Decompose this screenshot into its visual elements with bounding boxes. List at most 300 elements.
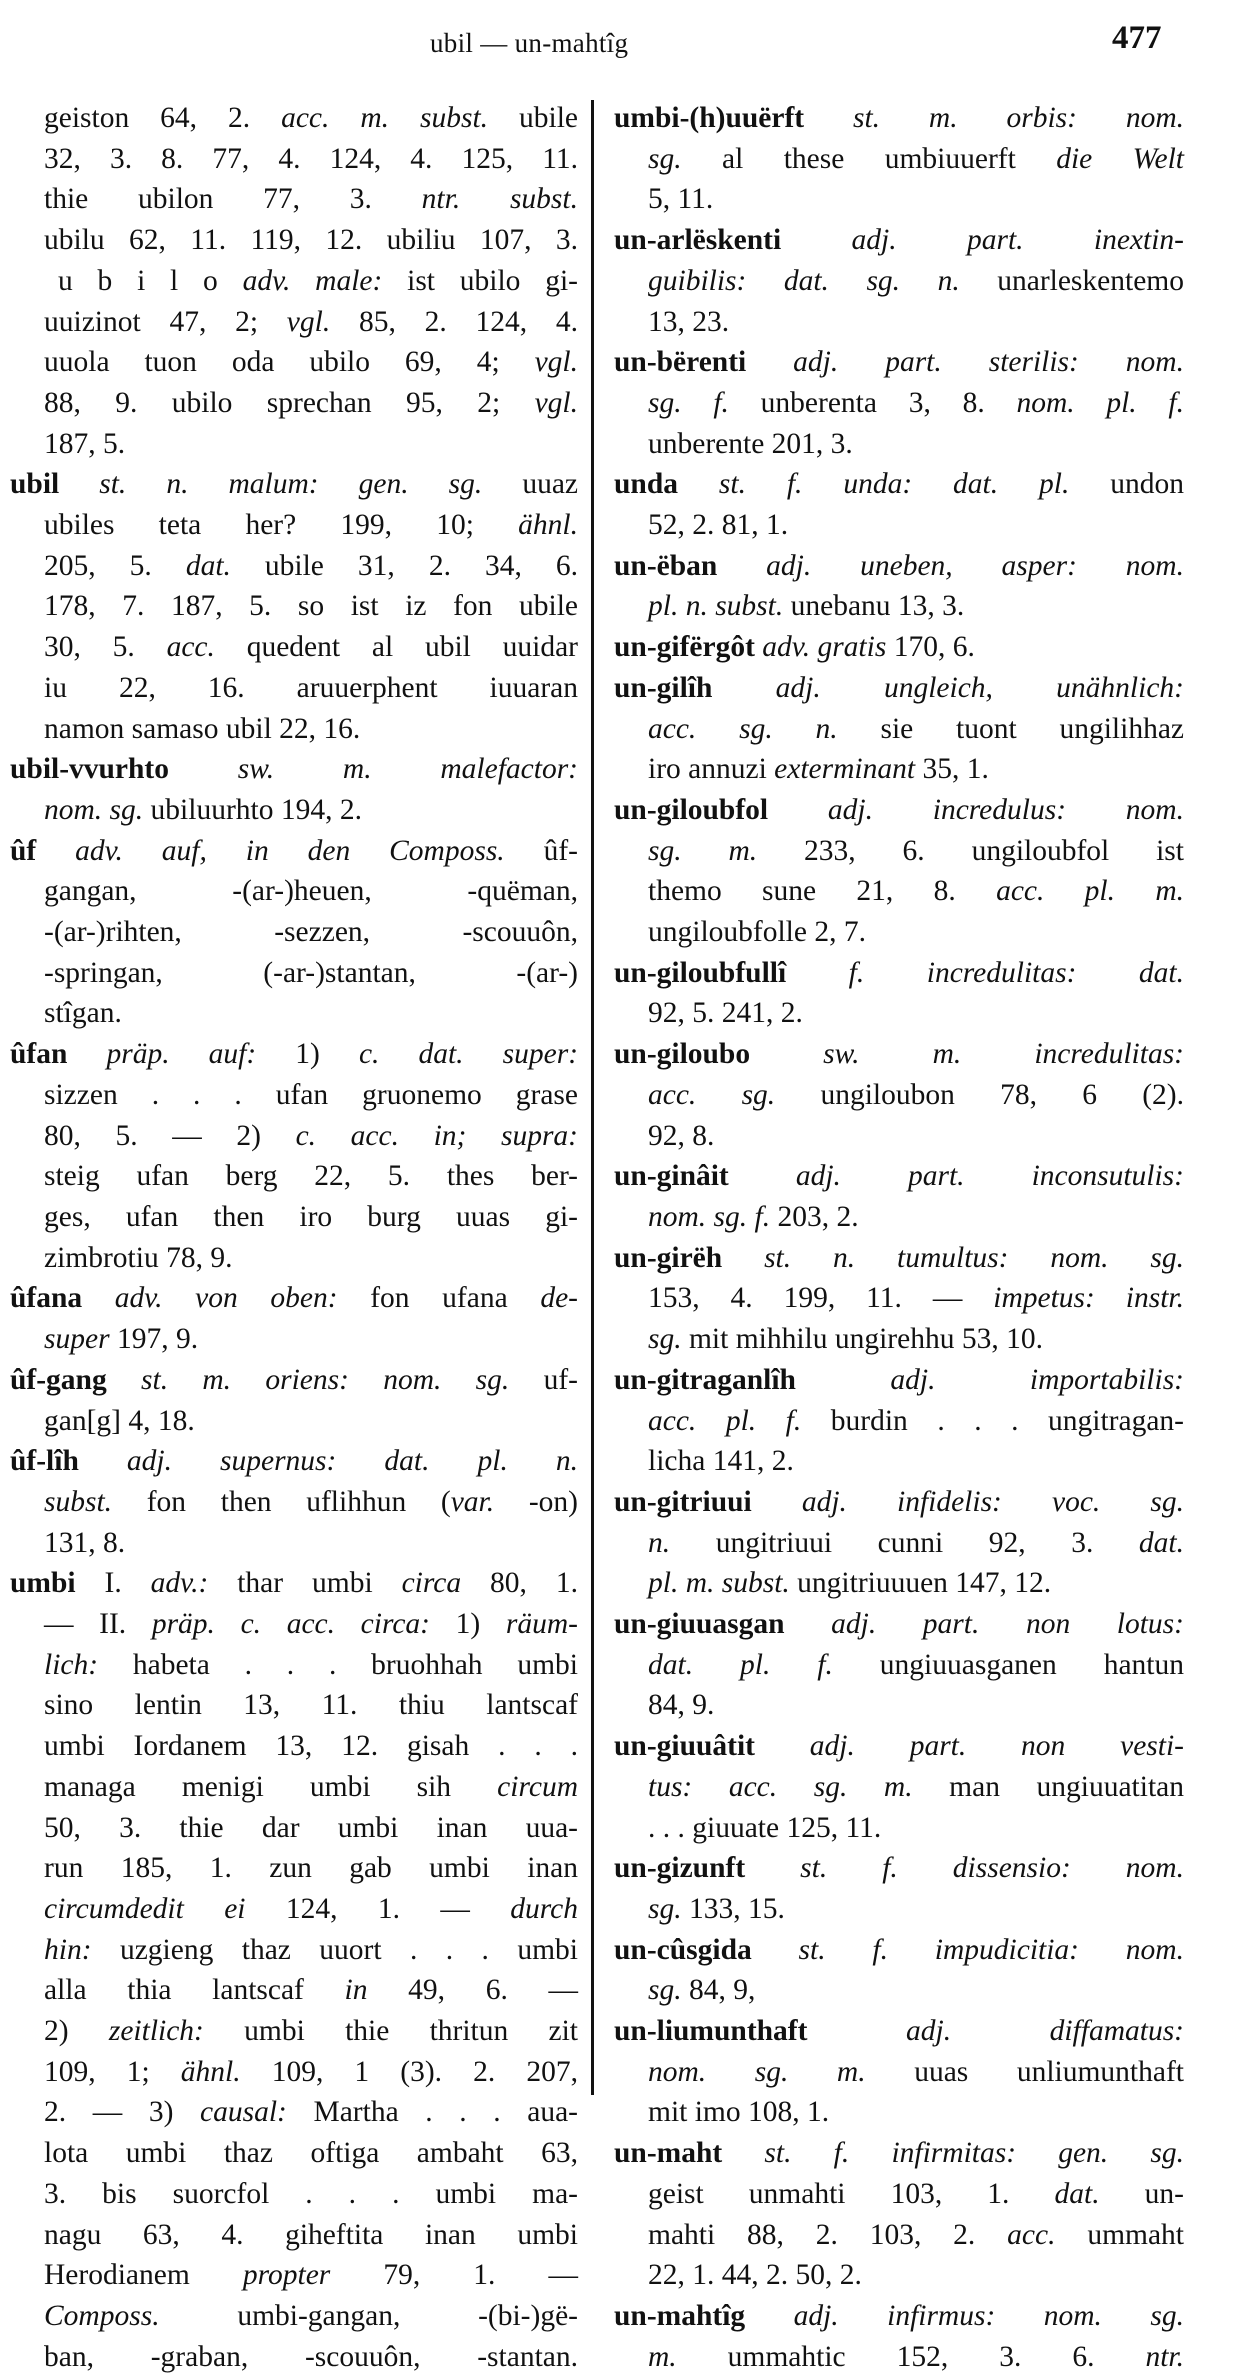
entry-line xyxy=(614,1075,1184,1116)
entry-line xyxy=(614,1685,1184,1726)
grammar-note: sw. m. incredulitas: xyxy=(750,1038,1184,1071)
headword: umbi-(h)uuërft xyxy=(614,102,805,134)
entry-line xyxy=(614,2092,1184,2133)
citation-text: stîgan. xyxy=(44,997,122,1030)
page-header xyxy=(0,20,1244,70)
grammar-note: zeitlich: xyxy=(108,2015,204,2048)
right-column xyxy=(614,98,1184,2377)
citation-text: ubiles teta her? 199, 10; xyxy=(44,509,519,542)
grammar-note: adj. part. non lotus: xyxy=(784,1608,1184,1641)
entry-line xyxy=(10,1970,578,2011)
entry-line xyxy=(10,1726,578,1767)
headword: un-giloubo xyxy=(614,1038,751,1071)
grammar-note: acc. sg. xyxy=(648,1078,776,1111)
grammar-note: adj. infidelis: voc. sg. xyxy=(751,1485,1184,1518)
grammar-note: adj. part. sterilis: nom. xyxy=(746,346,1184,379)
grammar-note: vgl. xyxy=(534,386,578,419)
citation-text: 92, 5. 241, 2. xyxy=(648,997,803,1030)
grammar-note: propter xyxy=(242,2259,331,2292)
grammar-note: de- xyxy=(540,1282,578,1315)
grammar-note: acc. xyxy=(1007,2218,1056,2251)
grammar-note: nom. pl. f. xyxy=(1016,386,1184,419)
citation-text: 178, 7. 187, 5. so ist iz fon ubile xyxy=(44,590,578,623)
grammar-note: in xyxy=(344,1974,368,2007)
citation-text: mahti 88, 2. 103, 2. xyxy=(648,2218,1008,2251)
grammar-note: vgl. xyxy=(286,305,331,338)
grammar-note: st. m. orbis: nom. xyxy=(804,102,1184,134)
grammar-note: circum xyxy=(497,1770,578,1803)
grammar-note: st. f. dissensio: nom. xyxy=(745,1852,1184,1885)
citation-text: iro annuzi xyxy=(648,753,775,786)
entry-headword-line xyxy=(614,1726,1184,1767)
entry-line xyxy=(614,749,1184,790)
grammar-note: ähnl. xyxy=(180,2055,241,2088)
citation-text: man ungiuuatitan xyxy=(912,1770,1184,1803)
citation-text: I. xyxy=(75,1567,151,1600)
entry-line xyxy=(614,586,1184,627)
citation-text: 52, 2. 81, 1. xyxy=(648,509,789,542)
grammar-note: adj. ungleich, unähnlich: xyxy=(712,671,1184,704)
entry-headword-line xyxy=(614,2133,1184,2174)
entry-line xyxy=(10,220,578,261)
entry-headword-line xyxy=(614,1930,1184,1971)
grammar-note: n. xyxy=(648,1526,671,1559)
entry-line xyxy=(614,993,1184,1034)
entry-headword-line xyxy=(10,1278,578,1319)
citation-text: 205, 5. xyxy=(44,549,186,582)
citation-text: ubile 31, 2. 34, 6. xyxy=(230,549,578,582)
citation-text: licha 141, 2. xyxy=(648,1445,794,1478)
grammar-note: präp. c. acc. circa: xyxy=(151,1608,431,1641)
entry-line xyxy=(10,1238,578,1279)
citation-text: uuaz xyxy=(482,468,579,501)
entry-headword-line xyxy=(10,1563,578,1604)
citation-text: 80, 1. xyxy=(461,1567,578,1600)
entry-line xyxy=(10,790,578,831)
citation-text: 88, 9. ubilo sprechan 95, 2; xyxy=(44,386,535,419)
entry-line xyxy=(10,1930,578,1971)
entry-line xyxy=(614,1116,1184,1157)
citation-text: steig ufan berg 22, 5. thes ber- xyxy=(44,1160,578,1193)
citation-text: 2) xyxy=(44,2015,109,2048)
grammar-note: sg. xyxy=(648,1323,682,1356)
entry-line xyxy=(10,1482,578,1523)
entry-line xyxy=(10,586,578,627)
citation-text: 30, 5. xyxy=(44,631,167,664)
headword: un-gifërgôt xyxy=(614,631,755,664)
entry-headword-line xyxy=(614,953,1184,994)
citation-text: mit mihhilu ungirehhu 53, 10. xyxy=(681,1323,1043,1356)
grammar-note: Composs. xyxy=(44,2299,160,2332)
grammar-note: exterminant xyxy=(774,753,916,786)
entry-line xyxy=(614,1767,1184,1808)
entry-line xyxy=(614,709,1184,750)
entry-headword-line xyxy=(614,98,1184,139)
entry-headword-line xyxy=(614,1604,1184,1645)
grammar-note: st. f. infirmitas: gen. sg. xyxy=(722,2137,1184,2170)
citation-text: 79, 1. — xyxy=(330,2259,578,2292)
entry-line xyxy=(614,139,1184,180)
entry-headword-line xyxy=(614,1238,1184,1279)
entry-line xyxy=(614,2052,1184,2093)
grammar-note: adj. part. inextin- xyxy=(781,224,1184,257)
grammar-note: st. n. malum: gen. sg. xyxy=(59,468,483,501)
citation-text: ubilu 62, 11. 119, 12. ubiliu 107, 3. xyxy=(44,224,578,257)
citation-text: 233, 6. ungiloubfol ist xyxy=(757,834,1184,867)
grammar-note: tus: acc. sg. m. xyxy=(648,1770,913,1803)
entry-line xyxy=(614,1441,1184,1482)
entry-line xyxy=(614,302,1184,343)
entry-line xyxy=(614,871,1184,912)
grammar-note: sg. xyxy=(648,1892,682,1925)
left-column xyxy=(10,98,578,2377)
citation-text: 5, 11. xyxy=(648,183,714,216)
grammar-note: adj. importabilis: xyxy=(795,1363,1184,1396)
grammar-note: nom. sg. f. xyxy=(648,1200,771,1233)
grammar-note: adv. von oben: xyxy=(82,1282,338,1315)
citation-text: Martha . . . aua- xyxy=(286,2096,578,2129)
headword: un-giuuasgan xyxy=(614,1608,785,1641)
entry-line xyxy=(10,98,578,139)
citation-text: ungiloubon 78, 6 (2). xyxy=(775,1078,1185,1111)
citation-text: 80, 5. — 2) xyxy=(44,1119,296,1152)
citation-text: ungitriuui cunni 92, 3. xyxy=(670,1526,1139,1559)
grammar-note: adv. male: xyxy=(242,264,383,297)
grammar-note: adj. part. non vesti- xyxy=(755,1730,1184,1763)
entry-line xyxy=(10,424,578,465)
entry-headword-line xyxy=(10,1441,578,1482)
headword: un-mahtîg xyxy=(614,2299,746,2332)
citation-text: 170, 6. xyxy=(886,631,975,664)
citation-text: uuizinot 47, 2; xyxy=(44,305,287,338)
entry-line xyxy=(10,383,578,424)
entry-line xyxy=(614,2174,1184,2215)
entry-headword-line xyxy=(614,2296,1184,2337)
entry-line xyxy=(10,1319,578,1360)
citation-text: 84, 9, xyxy=(681,1974,756,2007)
entry-line xyxy=(10,1116,578,1157)
entry-line xyxy=(10,2255,578,2296)
citation-text: 13, 23. xyxy=(648,305,730,338)
grammar-note: st. n. tumultus: nom. sg. xyxy=(722,1241,1184,1274)
grammar-note: acc. sg. n. xyxy=(648,712,838,745)
entry-line xyxy=(614,1889,1184,1930)
citation-text: 2. — 3) xyxy=(44,2096,201,2129)
grammar-note: c. dat. super: xyxy=(358,1038,579,1071)
citation-text: -on) xyxy=(494,1485,578,1518)
headword: unda xyxy=(614,468,678,501)
entry-headword-line xyxy=(614,1034,1184,1075)
grammar-note: var. xyxy=(450,1485,495,1518)
grammar-note: dat. xyxy=(1138,1526,1184,1559)
grammar-note: durch xyxy=(510,1892,578,1925)
grammar-note: subst. xyxy=(44,1485,113,1518)
grammar-note: adj. diffamatus: xyxy=(807,2015,1184,2048)
entry-line xyxy=(10,627,578,668)
grammar-note: st. m. oriens: nom. sg. xyxy=(106,1363,510,1396)
entry-headword-line xyxy=(614,546,1184,587)
citation-text: mit imo 108, 1. xyxy=(648,2096,830,2129)
grammar-note: dat. pl. f. xyxy=(648,1648,833,1681)
grammar-note: adv. auf, in den Composs. xyxy=(36,834,505,867)
entry-headword-line xyxy=(10,831,578,872)
entry-line xyxy=(10,1156,578,1197)
entry-line xyxy=(10,1767,578,1808)
headword: umbi xyxy=(10,1567,76,1600)
citation-text: unberente 201, 3. xyxy=(648,427,853,460)
citation-text: 153, 4. 199, 11. — xyxy=(648,1282,994,1315)
entry-headword-line xyxy=(614,1360,1184,1401)
entry-line xyxy=(614,383,1184,424)
headword: un-girëh xyxy=(614,1241,723,1274)
citation-text: 203, 2. xyxy=(770,1200,859,1233)
entry-line xyxy=(10,261,578,302)
citation-text: managa menigi umbi sih xyxy=(44,1770,498,1803)
grammar-note: sw. m. malefactor: xyxy=(169,753,578,786)
entry-line xyxy=(10,139,578,180)
citation-text: 32, 3. 8. 77, 4. 124, 4. 125, 11. xyxy=(44,142,578,175)
headword: ûfan xyxy=(10,1038,68,1071)
entry-headword-line xyxy=(614,668,1184,709)
citation-text: un- xyxy=(1099,2177,1184,2210)
citation-text: namon samaso ubil 22, 16. xyxy=(44,712,361,745)
entry-headword-line xyxy=(614,1848,1184,1889)
entry-line xyxy=(10,2174,578,2215)
headword: un-cûsgida xyxy=(614,1933,752,1966)
entry-line xyxy=(614,261,1184,302)
citation-text: iu 22, 16. aruuerphent iuuaran xyxy=(44,671,578,704)
citation-text: al these umbiuuerft xyxy=(681,142,1057,175)
citation-text: ûf- xyxy=(504,834,578,867)
headword: un-gilîh xyxy=(614,671,713,704)
headword: ubil-vvurhto xyxy=(10,753,170,786)
citation-text: uuas unliumunthaft xyxy=(865,2055,1184,2088)
citation-text: 85, 2. 124, 4. xyxy=(330,305,578,338)
entry-line xyxy=(10,342,578,383)
entry-line xyxy=(10,1685,578,1726)
grammar-note: acc. pl. f. xyxy=(648,1404,802,1437)
entry-line xyxy=(614,1970,1184,2011)
citation-text: umbi-gangan, -(bi-)gë- xyxy=(159,2299,578,2332)
entry-line xyxy=(614,1319,1184,1360)
entry-line xyxy=(10,871,578,912)
citation-text: -springan, (-ar-)stantan, -(ar-) xyxy=(44,956,578,989)
entry-headword-line xyxy=(10,1034,578,1075)
entry-line xyxy=(614,505,1184,546)
citation-text: geiston 64, 2. xyxy=(44,102,282,134)
grammar-note: ntr. xyxy=(1145,2340,1184,2373)
entry-line xyxy=(10,709,578,750)
entry-line xyxy=(10,1889,578,1930)
entry-headword-line xyxy=(614,790,1184,831)
entry-line xyxy=(614,179,1184,220)
grammar-note: causal: xyxy=(200,2096,287,2129)
entry-line xyxy=(614,2255,1184,2296)
citation-text: nagu 63, 4. giheftita inan umbi xyxy=(44,2218,578,2251)
grammar-note: circa xyxy=(401,1567,462,1600)
grammar-note: ähnl. xyxy=(518,509,578,542)
citation-text: -(ar-)rihten, -sezzen, -scouuôn, xyxy=(44,916,578,949)
entry-line xyxy=(10,2011,578,2052)
grammar-note: c. acc. in; supra: xyxy=(295,1119,579,1152)
grammar-note: pl. m. subst. xyxy=(648,1567,790,1600)
citation-text: ban, -graban, -scouuôn, -stantan. xyxy=(44,2340,578,2373)
headword: un-gitraganlîh xyxy=(614,1363,796,1396)
headword: un-giuuâtit xyxy=(614,1730,755,1763)
grammar-note: präp. auf: xyxy=(67,1038,257,1071)
headword: un-maht xyxy=(614,2137,723,2170)
citation-text: 35, 1. xyxy=(915,753,989,786)
entry-line xyxy=(10,2337,578,2377)
grammar-note: adj. infirmus: nom. sg. xyxy=(745,2299,1184,2332)
citation-text: Herodianem xyxy=(44,2259,243,2292)
citation-text: alla thia lantscaf xyxy=(44,1974,345,2007)
citation-text: 124, 1. — xyxy=(245,1892,511,1925)
citation-text: 197, 9. xyxy=(109,1323,199,1356)
headword: ubil xyxy=(10,468,60,501)
entry-line xyxy=(10,993,578,1034)
citation-text: . . . giuuate 125, 11. xyxy=(648,1811,882,1844)
entry-line xyxy=(10,2052,578,2093)
citation-text: uuola tuon oda ubilo 69, 4; xyxy=(44,346,535,379)
entry-headword-line xyxy=(614,627,1184,668)
citation-text: undon xyxy=(1069,468,1184,501)
grammar-note: sg. m. xyxy=(648,834,758,867)
headword: un-liumunthaft xyxy=(614,2015,808,2048)
entry-line xyxy=(10,302,578,343)
citation-text: ummaht xyxy=(1055,2218,1184,2251)
grammar-note: st. f. unda: dat. pl. xyxy=(677,468,1070,501)
citation-text: ungiloubfolle 2, 7. xyxy=(648,916,866,949)
grammar-note: adj. supernus: dat. pl. n. xyxy=(78,1445,578,1478)
citation-text: gangan, -(ar-)heuen, -quëman, xyxy=(44,875,578,908)
headword: un-giloubfullî xyxy=(614,956,787,989)
grammar-note: dat. xyxy=(185,549,231,582)
citation-text: unebanu 13, 3. xyxy=(783,590,965,623)
citation-text: 3. bis suorcfol . . . umbi ma- xyxy=(44,2177,578,2210)
entry-headword-line xyxy=(614,1156,1184,1197)
citation-text: 22, 1. 44, 2. 50, 2. xyxy=(648,2259,862,2292)
citation-text: 131, 8. xyxy=(44,1526,126,1559)
entry-line xyxy=(614,424,1184,465)
grammar-note: acc. m. subst. xyxy=(281,102,489,134)
entry-line xyxy=(10,2092,578,2133)
entry-line xyxy=(10,1645,578,1686)
entry-headword-line xyxy=(614,342,1184,383)
grammar-note: hin: xyxy=(44,1933,92,1966)
entry-line xyxy=(10,668,578,709)
entry-line xyxy=(10,1808,578,1849)
grammar-note: räum- xyxy=(505,1608,578,1641)
citation-text: ges, ufan then iro burg uuas gi- xyxy=(44,1200,578,1233)
headword: ûf-gang xyxy=(10,1363,107,1396)
citation-text: gan[g] 4, 18. xyxy=(44,1404,195,1437)
citation-text: ungitriuuuen 147, 12. xyxy=(789,1567,1052,1600)
grammar-note: super xyxy=(44,1323,110,1356)
entry-line xyxy=(10,2133,578,2174)
entry-line xyxy=(614,1197,1184,1238)
entry-line xyxy=(614,1808,1184,1849)
entry-headword-line xyxy=(10,1360,578,1401)
entry-line xyxy=(10,2296,578,2337)
grammar-note: nom. sg. xyxy=(44,793,144,826)
entry-headword-line xyxy=(10,749,578,790)
citation-text: 50, 3. thie dar umbi inan uua- xyxy=(44,1811,578,1844)
headword: un-gizunft xyxy=(614,1852,746,1885)
grammar-note: adj. incredulus: nom. xyxy=(768,793,1184,826)
page-number: 477 xyxy=(1112,20,1162,56)
entry-line xyxy=(10,1523,578,1564)
citation-text: geist unmahti 103, 1. xyxy=(648,2177,1055,2210)
citation-text: 187, 5. xyxy=(44,427,126,460)
grammar-note: adj. uneben, asper: nom. xyxy=(717,549,1184,582)
entry-line xyxy=(10,953,578,994)
entry-line xyxy=(614,831,1184,872)
headword: un-bërenti xyxy=(614,346,747,379)
grammar-note: adv.: xyxy=(150,1567,209,1600)
entry-line xyxy=(10,179,578,220)
citation-text: lota umbi thaz oftiga ambaht 63, xyxy=(44,2137,578,2170)
entry-line xyxy=(614,2337,1184,2377)
entry-headword-line xyxy=(614,220,1184,261)
headword: un-arlëskenti xyxy=(614,224,782,257)
entry-line xyxy=(614,1523,1184,1564)
grammar-note: sg. f. xyxy=(648,386,729,419)
grammar-note: pl. n. subst. xyxy=(648,590,784,623)
citation-text: 84, 9. xyxy=(648,1689,715,1722)
entry-headword-line xyxy=(614,464,1184,505)
citation-text: umbi thie thritun zit xyxy=(203,2015,579,2048)
grammar-note: f. incredulitas: dat. xyxy=(786,956,1184,989)
citation-text: 92, 8. xyxy=(648,1119,715,1152)
citation-text: habeta . . . bruohhah umbi xyxy=(98,1648,578,1681)
entry-line xyxy=(10,2215,578,2256)
grammar-note: circumdedit ei xyxy=(44,1892,246,1925)
headword: un-giloubfol xyxy=(614,793,769,826)
citation-text: uf- xyxy=(509,1363,578,1396)
citation-text: zimbrotiu 78, 9. xyxy=(44,1241,233,1274)
entry-line xyxy=(614,1645,1184,1686)
grammar-note: nom. sg. m. xyxy=(648,2055,866,2088)
entry-line xyxy=(10,505,578,546)
citation-text: ist ubilo gi- xyxy=(382,264,578,297)
grammar-note: sg. xyxy=(648,142,682,175)
headword: un-gitriuui xyxy=(614,1485,752,1518)
citation-text: fon ufana xyxy=(337,1282,541,1315)
grammar-note: sg. xyxy=(648,1974,682,2007)
headword: ûf xyxy=(10,834,37,867)
headword: un-ëban xyxy=(614,549,718,582)
citation-text: ungiuuasganen hantun xyxy=(832,1648,1184,1681)
headword: ûfana xyxy=(10,1282,83,1315)
citation-text: 1) xyxy=(430,1608,506,1641)
entry-line xyxy=(614,2215,1184,2256)
citation-text: ummahtic 152, 3. 6. xyxy=(676,2340,1146,2373)
citation-text: burdin . . . ungitragan- xyxy=(801,1404,1184,1437)
entry-headword-line xyxy=(614,1482,1184,1523)
citation-text: uzgieng thaz uuort . . . umbi xyxy=(91,1933,578,1966)
citation-text: themo sune 21, 8. xyxy=(648,875,997,908)
entry-line xyxy=(614,1563,1184,1604)
grammar-note: m. xyxy=(648,2340,677,2373)
entry-line xyxy=(614,1401,1184,1442)
citation-text: unberenta 3, 8. xyxy=(728,386,1017,419)
grammar-note: guibilis: dat. sg. n. xyxy=(648,264,960,297)
headword: ûf-lîh xyxy=(10,1445,79,1478)
entry-line xyxy=(10,1848,578,1889)
citation-text: 49, 6. — xyxy=(367,1974,579,2007)
citation-text: fon then uflihhun ( xyxy=(112,1485,451,1518)
